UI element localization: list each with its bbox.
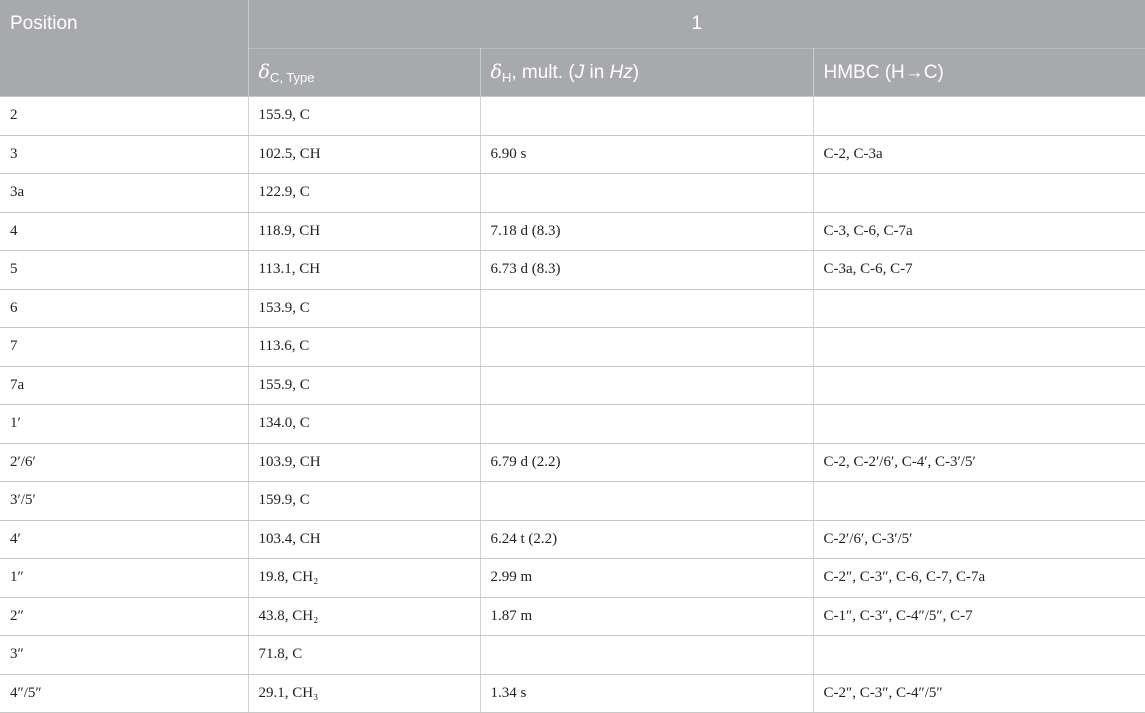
delta-c-cell: 43.8, CH₂ bbox=[248, 597, 480, 636]
delta-h-cell: 1.87 m bbox=[480, 597, 813, 636]
delta-c-subscript: C bbox=[269, 69, 280, 85]
position-cell: 4′ bbox=[0, 520, 248, 559]
hmbc-header-label: HMBC (H→C) bbox=[823, 61, 944, 83]
position-cell: 3′/5′ bbox=[0, 482, 248, 521]
table-row bbox=[0, 212, 1145, 251]
delta-h-subscript: H bbox=[501, 69, 512, 85]
position-cell: 7 bbox=[0, 328, 248, 367]
delta-h-cell: 7.18 d (8.3) bbox=[480, 212, 813, 251]
hmbc-cell: C-1″, C-3″, C-4″/5″, C-7 bbox=[813, 597, 1145, 636]
delta-c-cell: 155.9, C bbox=[248, 97, 480, 136]
delta-h-hz: Hz bbox=[609, 61, 633, 83]
delta-h-symbol: δ bbox=[490, 60, 502, 83]
hmbc-header bbox=[813, 49, 1145, 97]
table-row bbox=[0, 520, 1145, 559]
delta-h-cell bbox=[480, 97, 813, 136]
position-cell: 3″ bbox=[0, 636, 248, 675]
delta-c-cell: 103.4, CH bbox=[248, 520, 480, 559]
delta-h-cell bbox=[480, 366, 813, 405]
position-cell: 2″ bbox=[0, 597, 248, 636]
hmbc-cell bbox=[813, 328, 1145, 367]
position-cell: 2 bbox=[0, 97, 248, 136]
delta-c-cell: 118.9, CH bbox=[248, 212, 480, 251]
delta-h-j: J bbox=[574, 61, 585, 83]
position-cell: 3a bbox=[0, 174, 248, 213]
hmbc-cell bbox=[813, 174, 1145, 213]
hmbc-cell bbox=[813, 366, 1145, 405]
table-row bbox=[0, 482, 1145, 521]
table-row bbox=[0, 443, 1145, 482]
delta-c-symbol: δ bbox=[258, 60, 270, 83]
hmbc-cell: C-2″, C-3″, C-6, C-7, C-7a bbox=[813, 559, 1145, 598]
position-cell: 1′ bbox=[0, 405, 248, 444]
delta-c-cell: 113.1, CH bbox=[248, 251, 480, 290]
delta-c-header bbox=[248, 49, 480, 97]
table-row bbox=[0, 97, 1145, 136]
hmbc-cell: C-2′/6′, C-3′/5′ bbox=[813, 520, 1145, 559]
delta-c-cell: 153.9, C bbox=[248, 289, 480, 328]
hmbc-cell bbox=[813, 636, 1145, 675]
compound-header-label: 1 bbox=[691, 13, 703, 34]
position-cell: 6 bbox=[0, 289, 248, 328]
delta-h-cell: 2.99 m bbox=[480, 559, 813, 598]
delta-c-cell: 122.9, C bbox=[248, 174, 480, 213]
delta-c-cell: 19.8, CH₂ bbox=[248, 559, 480, 598]
compound-header bbox=[248, 0, 1145, 49]
delta-c-cell: 134.0, C bbox=[248, 405, 480, 444]
delta-h-cell: 6.73 d (8.3) bbox=[480, 251, 813, 290]
table-row bbox=[0, 597, 1145, 636]
delta-c-cell: 113.6, C bbox=[248, 328, 480, 367]
table-row bbox=[0, 559, 1145, 598]
delta-h-cell: 6.24 t (2.2) bbox=[480, 520, 813, 559]
delta-h-cell bbox=[480, 174, 813, 213]
delta-c-cell: 155.9, C bbox=[248, 366, 480, 405]
table-header bbox=[0, 0, 1145, 97]
position-cell: 4″/5″ bbox=[0, 674, 248, 713]
delta-c-cell: 159.9, C bbox=[248, 482, 480, 521]
delta-h-close: ) bbox=[632, 61, 640, 83]
table-row bbox=[0, 289, 1145, 328]
hmbc-cell: C-3a, C-6, C-7 bbox=[813, 251, 1145, 290]
delta-h-mult: , mult. ( bbox=[511, 61, 575, 83]
delta-h-cell: 6.79 d (2.2) bbox=[480, 443, 813, 482]
hmbc-cell bbox=[813, 482, 1145, 521]
delta-c-cell: 103.9, CH bbox=[248, 443, 480, 482]
hmbc-cell: C-2, C-3a bbox=[813, 135, 1145, 174]
delta-h-header bbox=[480, 49, 813, 97]
position-cell: 1″ bbox=[0, 559, 248, 598]
table-row bbox=[0, 366, 1145, 405]
table-row bbox=[0, 135, 1145, 174]
delta-c-cell: 71.8, C bbox=[248, 636, 480, 675]
table-row bbox=[0, 251, 1145, 290]
hmbc-cell: C-3, C-6, C-7a bbox=[813, 212, 1145, 251]
delta-h-cell: 6.90 s bbox=[480, 135, 813, 174]
delta-h-cell bbox=[480, 636, 813, 675]
table-body bbox=[0, 97, 1145, 713]
hmbc-cell bbox=[813, 405, 1145, 444]
position-cell: 5 bbox=[0, 251, 248, 290]
delta-h-cell bbox=[480, 482, 813, 521]
delta-h-cell: 1.34 s bbox=[480, 674, 813, 713]
delta-c-cell: 29.1, CH₃ bbox=[248, 674, 480, 713]
position-cell: 2′/6′ bbox=[0, 443, 248, 482]
table-row bbox=[0, 674, 1145, 713]
hmbc-cell: C-2, C-2′/6′, C-4′, C-3′/5′ bbox=[813, 443, 1145, 482]
delta-h-in: in bbox=[584, 61, 610, 83]
position-header-label: Position bbox=[10, 13, 78, 34]
hmbc-cell bbox=[813, 97, 1145, 136]
table-row bbox=[0, 174, 1145, 213]
delta-h-cell bbox=[480, 405, 813, 444]
table-row bbox=[0, 405, 1145, 444]
position-header bbox=[0, 0, 248, 97]
delta-h-cell bbox=[480, 289, 813, 328]
header-row-1 bbox=[0, 0, 1145, 49]
delta-c-cell: 102.5, CH bbox=[248, 135, 480, 174]
delta-c-type: , Type bbox=[279, 69, 315, 85]
hmbc-cell: C-2″, C-3″, C-4″/5″ bbox=[813, 674, 1145, 713]
table-row bbox=[0, 328, 1145, 367]
position-cell: 7a bbox=[0, 366, 248, 405]
delta-h-cell bbox=[480, 328, 813, 367]
hmbc-cell bbox=[813, 289, 1145, 328]
table-row bbox=[0, 636, 1145, 675]
position-cell: 4 bbox=[0, 212, 248, 251]
position-cell: 3 bbox=[0, 135, 248, 174]
